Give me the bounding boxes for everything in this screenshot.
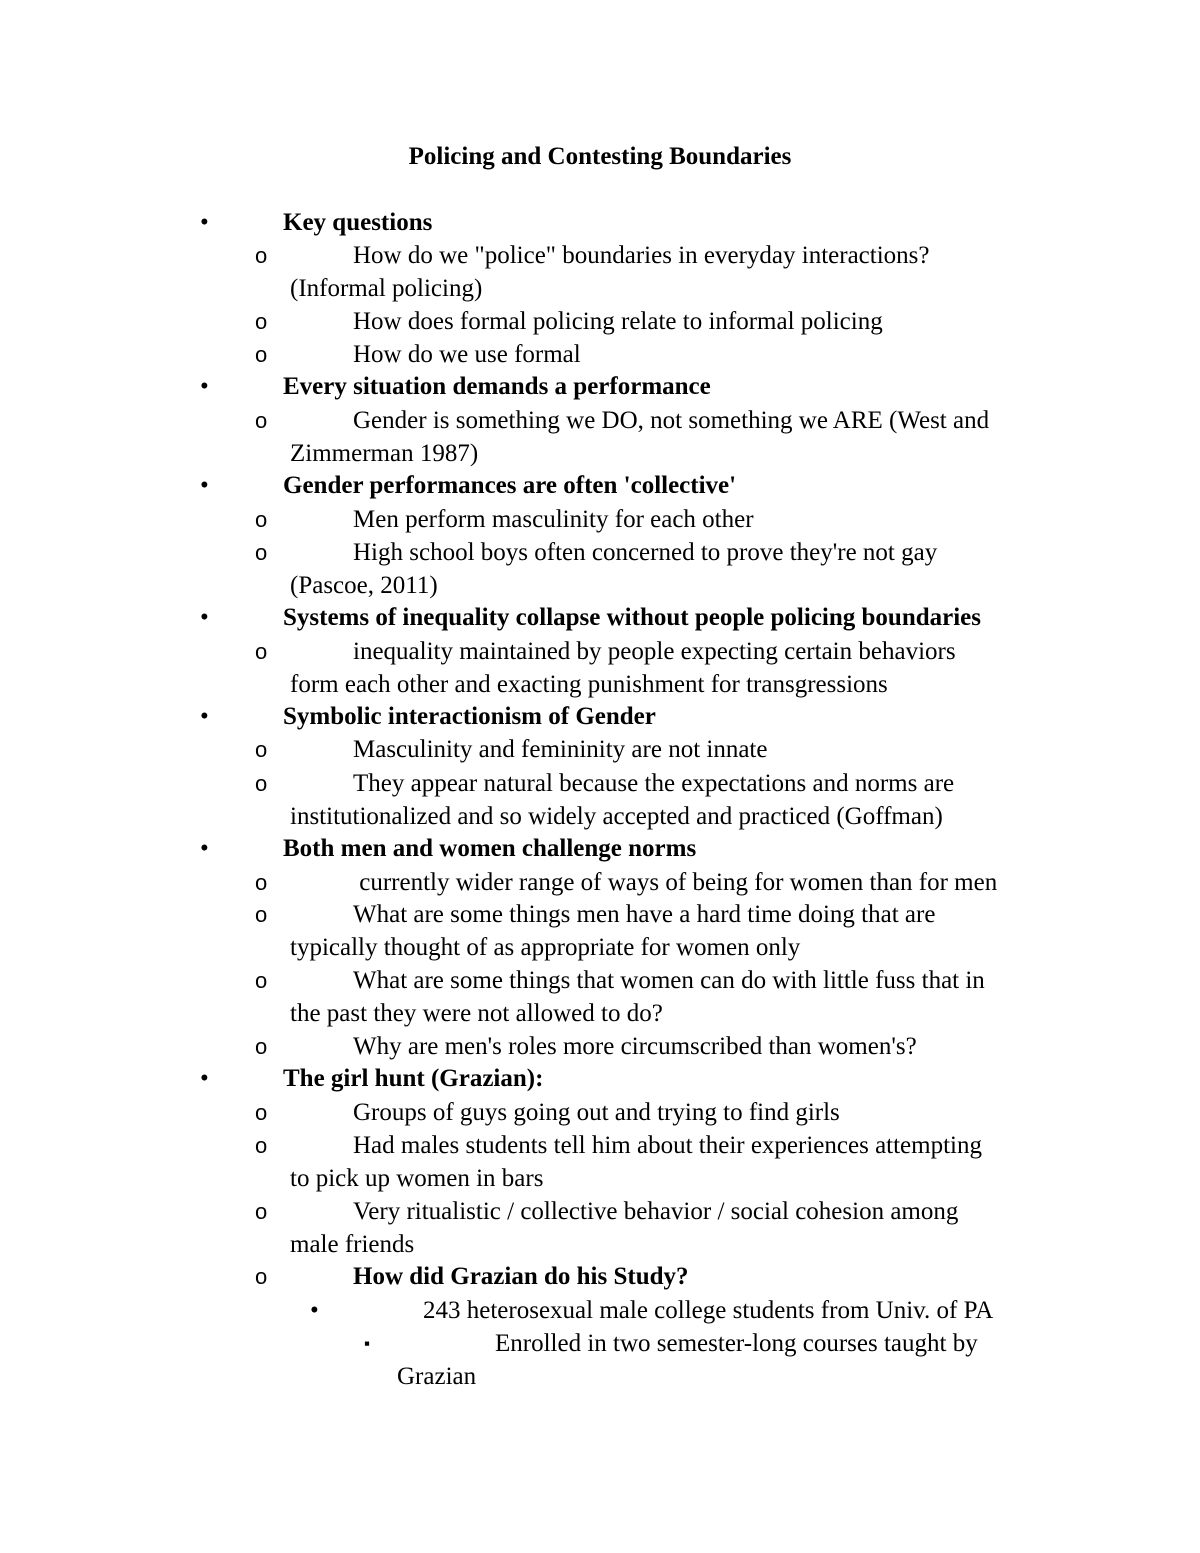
bullet-icon: • bbox=[200, 373, 209, 400]
item-text: How do we use formal bbox=[353, 341, 581, 368]
item-text-continued: typically thought of as appropriate for women only bbox=[290, 934, 801, 961]
bullet-icon: • bbox=[200, 472, 209, 499]
item-text: How does formal policing relate to informal policing bbox=[353, 308, 883, 335]
circle-bullet-icon: o bbox=[255, 342, 268, 367]
square-bullet-icon: ▪ bbox=[364, 1334, 371, 1353]
circle-bullet-icon: o bbox=[255, 902, 268, 927]
circle-bullet-icon: o bbox=[255, 737, 268, 762]
item-text: They appear natural because the expectations and norms are bbox=[353, 770, 955, 797]
item-text: Very ritualistic / collective behavior / social cohesion among bbox=[353, 1198, 959, 1225]
section-heading: Both men and women challenge norms bbox=[283, 835, 697, 862]
item-text: Men perform masculinity for each other bbox=[353, 506, 754, 533]
circle-bullet-icon: o bbox=[255, 309, 268, 334]
item-text: Groups of guys going out and trying to find girls bbox=[353, 1099, 840, 1126]
circle-bullet-icon: o bbox=[255, 243, 268, 268]
circle-bullet-icon: o bbox=[255, 639, 268, 664]
circle-bullet-icon: o bbox=[255, 771, 268, 796]
circle-bullet-icon: o bbox=[255, 1199, 268, 1224]
bullet-icon: • bbox=[200, 835, 209, 862]
bullet-icon: • bbox=[200, 1065, 209, 1092]
item-text: inequality maintained by people expecting certain behaviors bbox=[353, 638, 956, 665]
circle-bullet-icon: o bbox=[255, 1264, 268, 1289]
item-text: Enrolled in two semester-long courses taught by bbox=[495, 1330, 978, 1357]
item-text-continued: to pick up women in bars bbox=[290, 1165, 544, 1192]
circle-bullet-icon: o bbox=[255, 1133, 268, 1158]
bullet-icon: • bbox=[200, 604, 209, 631]
item-text-continued: form each other and exacting punishment for transgressions bbox=[290, 671, 888, 698]
section-heading: Gender performances are often 'collective' bbox=[283, 472, 737, 499]
bullet-icon: • bbox=[310, 1297, 319, 1324]
circle-bullet-icon: o bbox=[255, 968, 268, 993]
circle-bullet-icon: o bbox=[255, 870, 268, 895]
section-heading: Key questions bbox=[283, 209, 433, 236]
item-text: What are some things that women can do with little fuss that in bbox=[353, 967, 985, 994]
subsection-heading: How did Grazian do his Study? bbox=[353, 1263, 689, 1290]
section-heading: Symbolic interactionism of Gender bbox=[283, 703, 656, 730]
item-text: Why are men's roles more circumscribed than women's? bbox=[353, 1033, 917, 1060]
item-text: How do we "police" boundaries in everyday interactions? bbox=[353, 242, 930, 269]
item-text-continued: male friends bbox=[290, 1231, 415, 1258]
item-text: High school boys often concerned to prove they're not gay bbox=[353, 539, 938, 566]
item-text-continued: (Informal policing) bbox=[290, 275, 483, 302]
bullet-icon: • bbox=[200, 209, 209, 236]
item-text: Had males students tell him about their experiences attempting bbox=[353, 1132, 982, 1159]
circle-bullet-icon: o bbox=[255, 1034, 268, 1059]
item-text: currently wider range of ways of being for women than for men bbox=[353, 869, 998, 896]
circle-bullet-icon: o bbox=[255, 1100, 268, 1125]
item-text: Masculinity and femininity are not innate bbox=[353, 736, 768, 763]
section-heading: The girl hunt (Grazian): bbox=[283, 1065, 544, 1092]
item-text: 243 heterosexual male college students from Univ. of PA bbox=[423, 1297, 994, 1324]
circle-bullet-icon: o bbox=[255, 540, 268, 565]
item-text-continued: (Pascoe, 2011) bbox=[290, 572, 438, 599]
bullet-icon: • bbox=[200, 703, 209, 730]
section-heading: Every situation demands a performance bbox=[283, 373, 711, 400]
section-heading: Systems of inequality collapse without people policing boundaries bbox=[283, 604, 981, 631]
item-text-continued: institutionalized and so widely accepted and practiced (Goffman) bbox=[290, 803, 943, 830]
page-title: Policing and Contesting Boundaries bbox=[408, 143, 792, 170]
item-text-continued: Grazian bbox=[397, 1363, 477, 1390]
item-text: Gender is something we DO, not something we ARE (West and bbox=[353, 407, 990, 434]
item-text-continued: the past they were not allowed to do? bbox=[290, 1000, 663, 1027]
circle-bullet-icon: o bbox=[255, 408, 268, 433]
circle-bullet-icon: o bbox=[255, 507, 268, 532]
item-text-continued: Zimmerman 1987) bbox=[290, 440, 479, 467]
item-text: What are some things men have a hard time doing that are bbox=[353, 901, 936, 928]
